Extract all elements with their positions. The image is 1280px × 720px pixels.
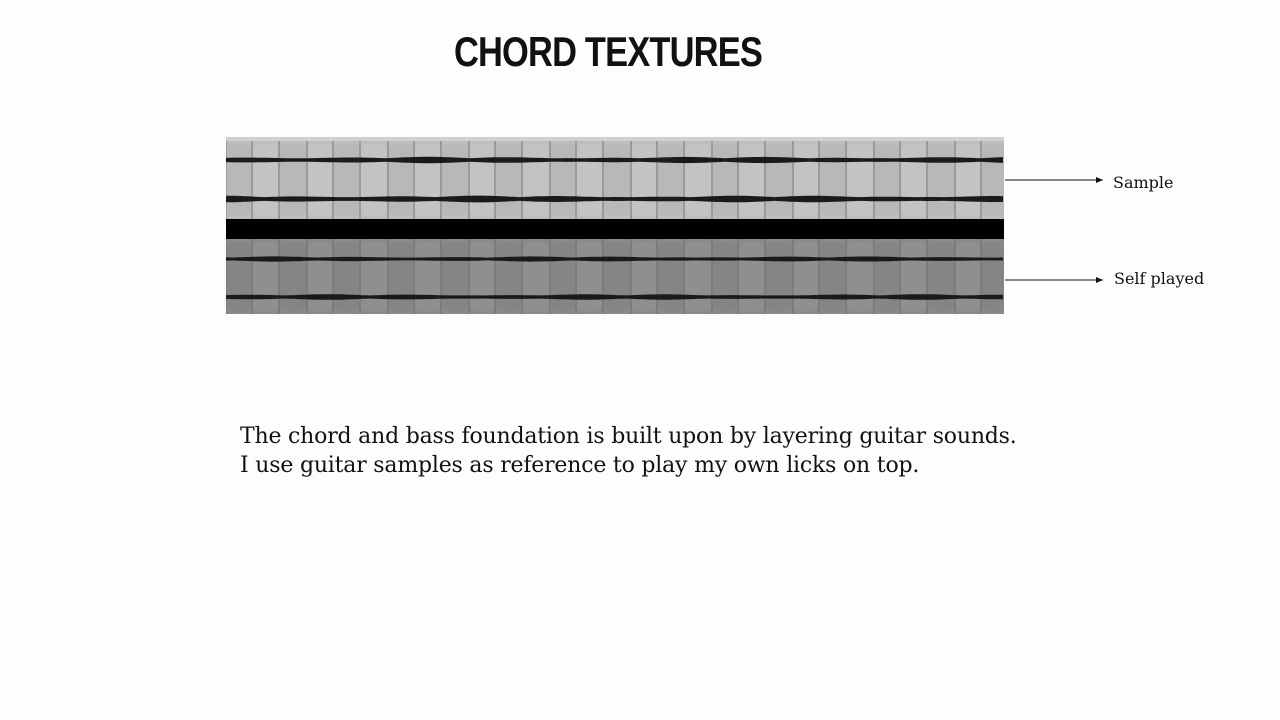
caption-line-2: I use guitar samples as reference to play my own licks on top.	[240, 453, 920, 478]
sample-label: Sample	[1113, 173, 1174, 192]
slide-title: CHORD TEXTURES	[453, 28, 763, 75]
self-played-label: Self played	[1114, 269, 1205, 288]
caption	[240, 422, 1140, 480]
caption-line-1: The chord and bass foundation is built upon by layering guitar sounds.	[240, 424, 1017, 449]
